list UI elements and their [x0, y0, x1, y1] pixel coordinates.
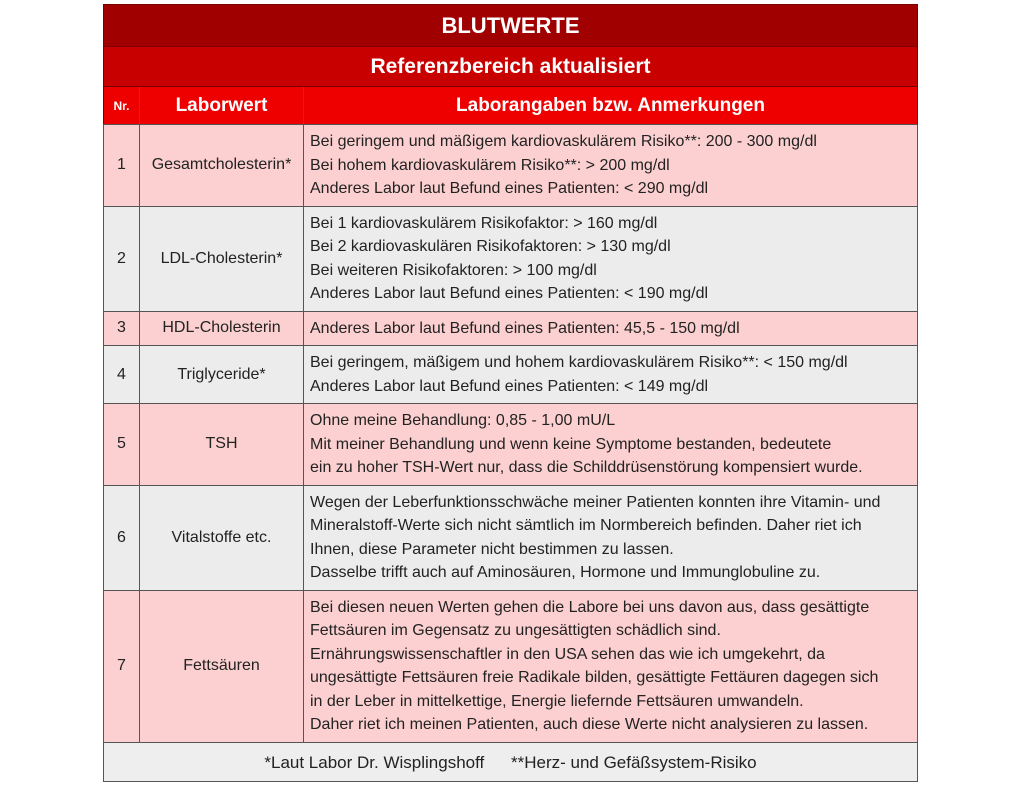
row-anmerkungen: [304, 125, 917, 206]
row-number: 6: [104, 486, 140, 590]
table-row: [103, 311, 918, 346]
anmerkung-line: in der Leber in mittelkettige, Energie liefernde Fettsäuren umwandeln.: [310, 692, 804, 710]
anmerkung-line: Bei geringem und mäßigem kardiovaskulärem Risiko**: 200 - 300 mg/dl: [310, 133, 817, 150]
anmerkung-line: Bei hohem kardiovaskulärem Risiko**: > 200 mg/dl: [310, 156, 670, 174]
table-row: [103, 206, 918, 311]
row-laborwert: LDL-Cholesterin*: [140, 207, 304, 311]
anmerkung-line: Wegen der Leberfunktionsschwäche meiner Patienten konnten ihre Vitamin- und: [310, 493, 881, 511]
footnote-risk: **Herz- und Gefäßsystem-Risiko: [510, 752, 757, 772]
anmerkung-line: Ihnen, diese Parameter nicht bestimmen zu lassen.: [310, 540, 674, 558]
header-laborwert: Laborwert: [140, 87, 304, 124]
row-laborwert: TSH: [140, 404, 304, 485]
footnotes: [103, 742, 918, 782]
anmerkung-line: Daher riet ich meinen Patienten, auch diese Werte nicht analysieren zu lassen.: [310, 716, 869, 733]
anmerkung-line: Mineralstoff-Werte sich nicht sämtlich im Normbereich befinden. Daher riet ich: [310, 517, 862, 534]
row-anmerkungen: [304, 312, 917, 346]
table-row: [103, 590, 918, 742]
anmerkung-line: Bei 2 kardiovaskulären Risikofaktoren: > 130 mg/dl: [310, 238, 671, 255]
table-title: BLUTWERTE: [103, 4, 918, 46]
table-subtitle: Referenzbereich aktualisiert: [103, 46, 918, 86]
anmerkung-line: Bei geringem, mäßigem und hohem kardiovaskulärem Risiko**: < 150 mg/dl: [310, 354, 848, 371]
anmerkung-line: Bei 1 kardiovaskulärem Risikofaktor: > 160 mg/dl: [310, 214, 658, 232]
footnote-lab: *Laut Labor Dr. Wisplingshoff: [264, 752, 485, 772]
row-laborwert: Triglyceride*: [140, 346, 304, 403]
row-anmerkungen: [304, 207, 917, 311]
row-anmerkungen: [304, 346, 917, 403]
row-anmerkungen: [304, 486, 917, 590]
row-laborwert: HDL-Cholesterin: [140, 312, 304, 346]
header-angaben: Laborangaben bzw. Anmerkungen: [456, 94, 765, 116]
anmerkung-line: Mit meiner Behandlung und wenn keine Symptome bestanden, bedeutete: [310, 435, 832, 453]
row-number: 1: [104, 125, 140, 206]
row-anmerkungen: [304, 591, 917, 742]
anmerkung-line: Anderes Labor laut Befund eines Patienten: 45,5 - 150 mg/dl: [310, 319, 740, 337]
row-laborwert: Gesamtcholesterin*: [140, 125, 304, 206]
row-number: 3: [104, 312, 140, 346]
row-laborwert: Fettsäuren: [140, 591, 304, 742]
anmerkung-line: Anderes Labor laut Befund eines Patienten: < 149 mg/dl: [310, 377, 709, 395]
row-laborwert: Vitalstoffe etc.: [140, 486, 304, 590]
row-number: 2: [104, 207, 140, 311]
anmerkung-line: Bei diesen neuen Werten gehen die Labore bei uns davon aus, dass gesättigte: [310, 598, 870, 616]
table-body: [103, 124, 918, 742]
anmerkung-line: Anderes Labor laut Befund eines Patienten: < 190 mg/dl: [310, 285, 709, 302]
anmerkung-line: Ohne meine Behandlung: 0,85 - 1,00 mU/L: [310, 412, 616, 429]
anmerkung-line: Anderes Labor laut Befund eines Patienten: < 290 mg/dl: [310, 180, 709, 197]
header-nr: Nr.: [104, 87, 140, 124]
header-row: [103, 86, 918, 124]
anmerkung-line: Fettsäuren im Gegensatz zu ungesättigten schädlich sind.: [310, 622, 721, 639]
anmerkung-line: ein zu hoher TSH-Wert nur, dass die Schilddrüsenstörung kompensiert wurde.: [310, 459, 863, 476]
row-anmerkungen: [304, 404, 917, 485]
table-row: [103, 124, 918, 206]
row-number: 4: [104, 346, 140, 403]
blood-values-table: [103, 4, 918, 782]
row-number: 7: [104, 591, 140, 742]
anmerkung-line: Ernährungswissenschaftler in den USA sehen das wie ich umgekehrt, da: [310, 645, 825, 663]
table-row: [103, 345, 918, 403]
anmerkung-line: Dasselbe trifft auch auf Aminosäuren, Hormone und Immunglobuline zu.: [310, 564, 821, 581]
table-row: [103, 403, 918, 485]
table-row: [103, 485, 918, 590]
anmerkung-line: Bei weiteren Risikofaktoren: > 100 mg/dl: [310, 261, 597, 279]
row-number: 5: [104, 404, 140, 485]
anmerkung-line: ungesättigte Fettsäuren freie Radikale bilden, gesättigte Fettäuren dagegen sich: [310, 669, 879, 686]
